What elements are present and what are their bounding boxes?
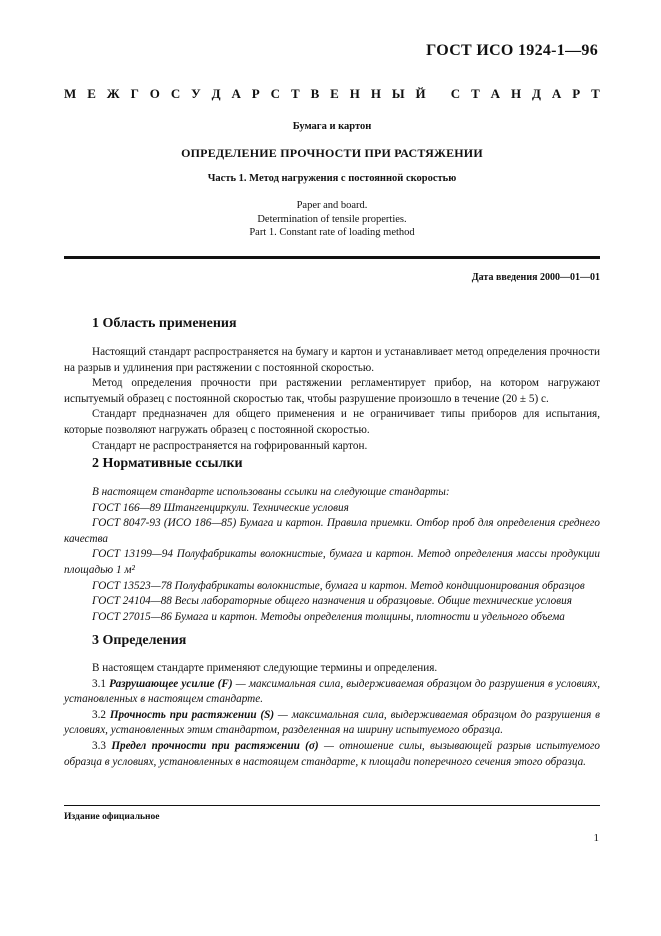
paragraph: Стандарт предназначен для общего применения и не ограничивает типы приборов для испытания, которые позволяют нагружать образец с постоянной скоростью.: [64, 408, 600, 436]
definition-term: Предел прочности при растяжении (σ): [111, 739, 319, 752]
reference-item: ГОСТ 24104—88 Весы лабораторные общего назначения и образцовые. Общие технические условия: [92, 595, 572, 608]
section-2-heading: 2 Нормативные ссылки: [92, 456, 243, 471]
definition-text: — максимальная сила, выдерживаемая образцом до разрушения в условиях, установленных этим стандартом, разделенная на ширину испытуемого образца.: [64, 708, 600, 737]
gost-code: ГОСТ ИСО 1924-1—96: [426, 42, 598, 59]
introduction-date: Дата введения 2000—01—01: [471, 272, 600, 283]
definition-item: 3.3 Предел прочности при растяжении (σ) — отношение силы, вызывающей разрыв испытуемого образца в условиях, установленных в настоящем стандарте, к площади поперечного сечения этого образца.: [64, 739, 601, 768]
main-title: ОПРЕДЕЛЕНИЕ ПРОЧНОСТИ ПРИ РАСТЯЖЕНИИ: [181, 146, 483, 160]
banner-letter: С: [270, 86, 281, 101]
title-divider: [64, 256, 600, 259]
reference-item: ГОСТ 13523—78 Полуфабрикаты волокнистые, бумага и картон. Метод кондиционирования образцов: [92, 579, 585, 592]
section-1-heading: 1 Область применения: [92, 316, 237, 331]
subject-title: Бумага и картон: [292, 121, 372, 132]
banner-letter: Е: [87, 86, 96, 101]
banner-letter: С: [170, 86, 181, 101]
reference-item: ГОСТ 27015—86 Бумага и картон. Методы определения толщины, плотности и удельного объема: [92, 610, 565, 623]
english-title: [64, 199, 600, 240]
english-title-line: Paper and board.: [296, 200, 368, 211]
banner-letter: О: [149, 86, 160, 101]
banner-letter: М: [64, 86, 77, 101]
banner-letter: Ы: [391, 86, 405, 101]
banner-letter: Т: [591, 86, 600, 101]
banner-letter: Н: [370, 86, 381, 101]
banner-letter: Г: [130, 86, 139, 101]
definition-item: 3.1 Разрушающее усилие (F) — максимальная сила, выдерживаемая образцом до разрушения в условиях, установленных в настоящем стандарте.: [64, 677, 601, 706]
interstate-standard-banner: [64, 86, 600, 102]
banner-letter: В: [310, 86, 320, 101]
reference-item: ГОСТ 8047-93 (ИСО 186—85) Бумага и картон. Правила приемки. Отбор проб для определения среднего качества: [64, 517, 600, 545]
paragraph: В настоящем стандарте применяют следующие термины и определения.: [92, 662, 438, 674]
footer-divider: [64, 805, 600, 806]
definition-text: — отношение силы, вызывающей разрыв испытуемого образца в условиях, установленных в настоящем стандарте, к площади поперечного сечения этого образца.: [64, 739, 601, 768]
english-title-line: Determination of tensile properties.: [257, 213, 407, 225]
banner-spacer: [437, 86, 440, 102]
banner-letter: Ж: [106, 86, 120, 101]
section-2-body: [64, 485, 600, 625]
banner-letter: С: [450, 86, 461, 101]
banner-letter: У: [191, 86, 201, 101]
banner-letter: Н: [349, 86, 360, 101]
banner-letter: Й: [415, 86, 426, 101]
paragraph: Метод определения прочности при растяжении регламентирует прибор, на котором нагружают испытуемый образец с постоянной скоростью так, чтобы разрушение произошло в течение (20 ± 5) с.: [64, 377, 600, 405]
banner-letter: А: [551, 86, 562, 101]
definition-text: — максимальная сила, выдерживаемая образцом до разрушения в условиях, установленных в настоящем стандарте.: [64, 677, 601, 706]
part-title: Часть 1. Метод нагружения с постоянной скоростью: [207, 173, 457, 184]
banner-letter: Т: [471, 86, 480, 101]
paragraph: Стандарт не распространяется на гофрированный картон.: [92, 439, 368, 452]
page-number: 1: [593, 832, 599, 844]
banner-letter: А: [231, 86, 241, 101]
banner-letter: Р: [572, 86, 581, 101]
section-1-body: [64, 345, 600, 454]
banner-letter: Т: [290, 86, 300, 101]
banner-letter: Д: [211, 86, 221, 101]
edition-label: Издание официальное: [64, 812, 160, 822]
english-title-line: Part 1. Constant rate of loading method: [249, 227, 415, 238]
paragraph: Настоящий стандарт распространяется на бумагу и картон и устанавливает метод определения прочности на разрыв и удлинения при растяжении с постоянной скоростью.: [64, 346, 600, 374]
definition-item: 3.2 Прочность при растяжении (S) — максимальная сила, выдерживаемая образцом до разрушения в условиях, установленных этим стандартом, разделенная на ширину испытуемого образца.: [64, 708, 600, 737]
paragraph: В настоящем стандарте использованы ссылки на следующие стандарты:: [92, 486, 450, 498]
banner-letter: Р: [251, 86, 260, 101]
reference-item: ГОСТ 13199—94 Полуфабрикаты волокнистые, бумага и картон. Метод определения массы продукции площадью 1 м²: [64, 548, 600, 576]
banner-letter: Н: [510, 86, 522, 101]
definition-term: Прочность при растяжении (S): [109, 708, 275, 721]
reference-item: ГОСТ 166—89 Штангенциркули. Технические условия: [92, 501, 349, 514]
section-3-heading: 3 Определения: [92, 633, 187, 648]
banner-letter: Е: [330, 86, 339, 101]
banner-letter: Д: [532, 86, 541, 101]
section-3-body: [64, 661, 600, 770]
definition-term: Разрушающее усилие (F): [109, 677, 233, 690]
banner-letter: А: [490, 86, 501, 101]
